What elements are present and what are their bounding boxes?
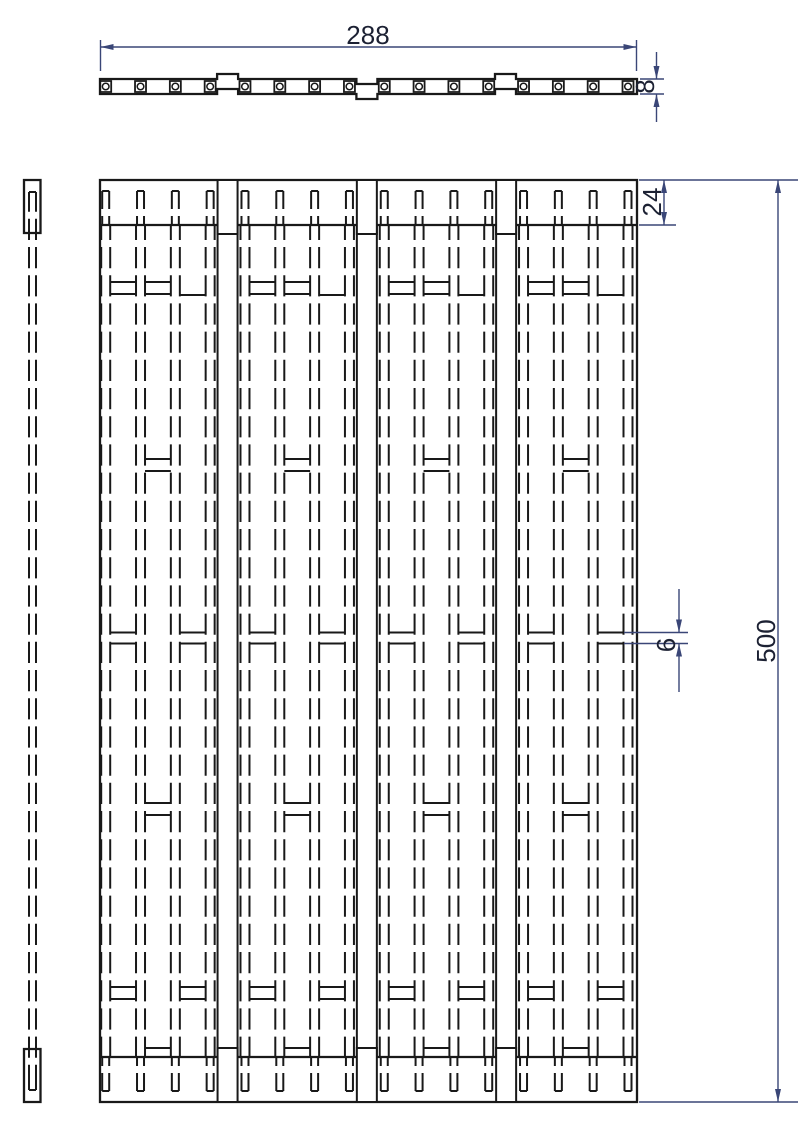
dim-band-label: 24 (637, 187, 667, 217)
front-view (100, 180, 637, 1102)
dim-width-label: 288 (346, 20, 390, 50)
dim-thickness-label: 8 (630, 79, 660, 94)
dim-height-label: 500 (751, 619, 781, 663)
top-profile-view (100, 74, 637, 99)
side-profile-view (24, 180, 41, 1102)
dim-slot-label: 6 (651, 637, 681, 653)
